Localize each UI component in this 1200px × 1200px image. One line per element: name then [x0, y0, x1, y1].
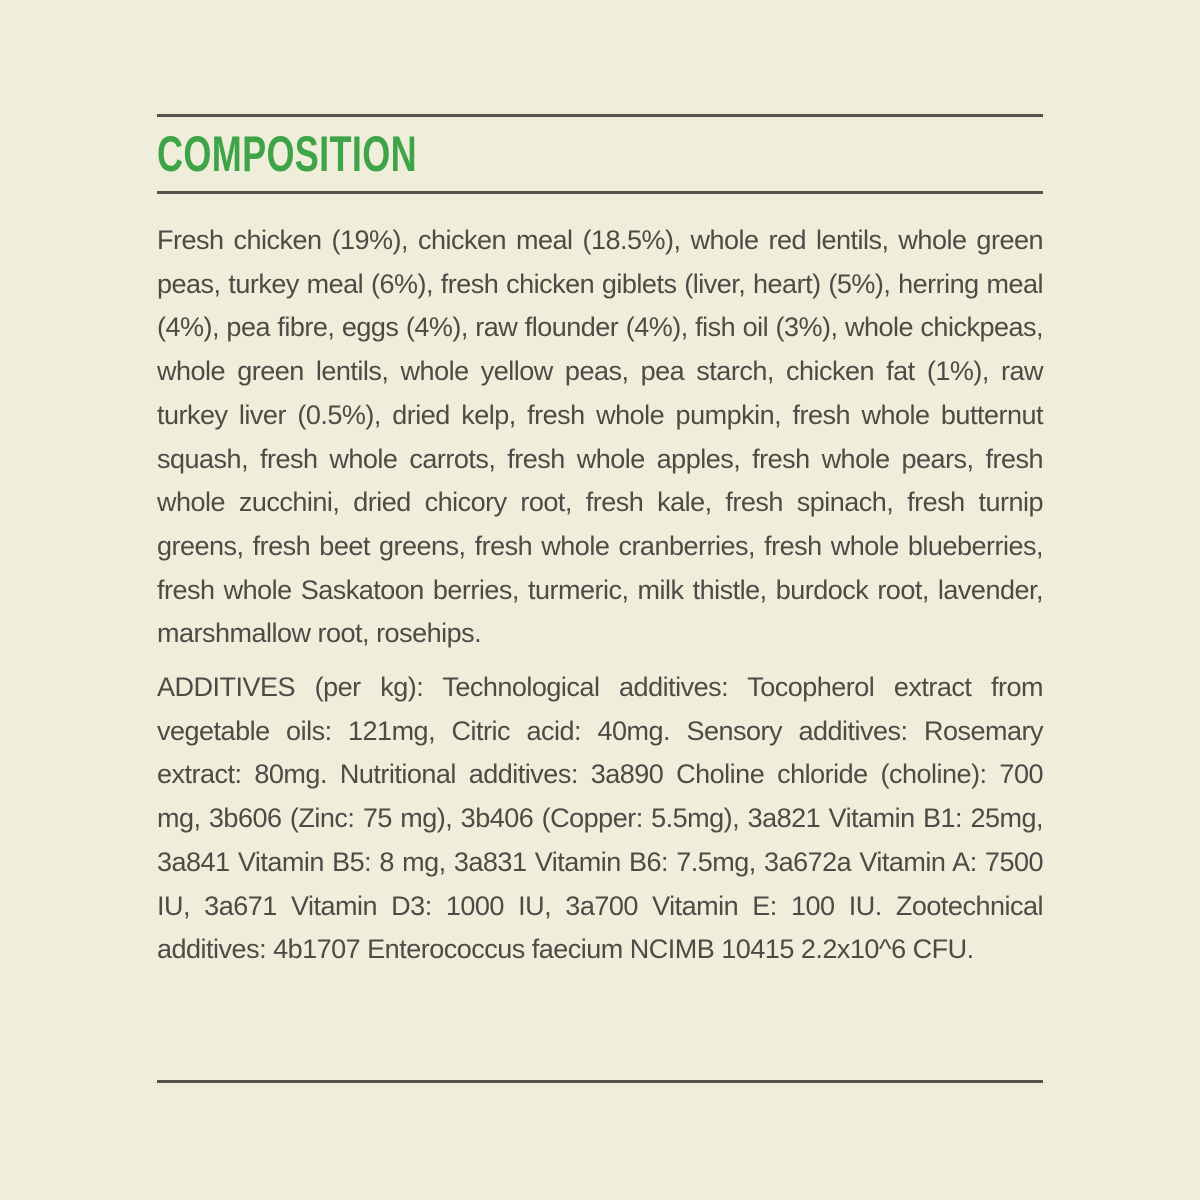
additives-text: ADDITIVES (per kg): Technological additives: Tocopherol extract from vegetable oils: 121mg, Citric acid: 40mg. Sensory additives: Rosemary extract: 80mg. Nutritional additives: 3a890 Choline chloride (choline): 700 mg, 3b606 (Zinc: 75 mg), 3b406 (Copper: 5.5mg), 3a821 Vitamin B1: 25mg, 3a841 Vitamin B5: 8 mg, 3a831 Vitamin B6: 7.5mg, 3a672a Vitamin A: 7500 IU, 3a671 Vitamin D3: 1000 IU, 3a700 Vitamin E: 100 IU. Zootechnical additives: 4b1707 Enterococcus faecium NCIMB 10415 2.2x10^6 CFU.	[157, 672, 1043, 965]
composition-panel	[157, 0, 1043, 1200]
title-divider	[157, 191, 1043, 194]
composition-text: Fresh chicken (19%), chicken meal (18.5%), whole red lentils, whole green peas, turkey meal (6%), fresh chicken giblets (liver, heart) (5%), herring meal (4%), pea fibre, eggs (4%), raw flounder (4%), fish oil (3%), whole chickpeas, whole green lentils, whole yellow peas, pea starch, chicken fat (1%), raw turkey liver (0.5%), dried kelp, fresh whole pumpkin, fresh whole butternut squash, fresh whole carrots, fresh whole apples, fresh whole pears, fresh whole zucchini, dried chicory root, fresh kale, fresh spinach, fresh turnip greens, fresh beet greens, fresh whole cranberries, fresh whole blueberries, fresh whole Saskatoon berries, turmeric, milk thistle, burdock root, lavender, marshmallow root, rosehips.	[157, 225, 1043, 649]
label-text-block	[157, 219, 1043, 972]
section-title: COMPOSITION	[157, 126, 417, 182]
bottom-divider	[157, 1080, 1043, 1083]
